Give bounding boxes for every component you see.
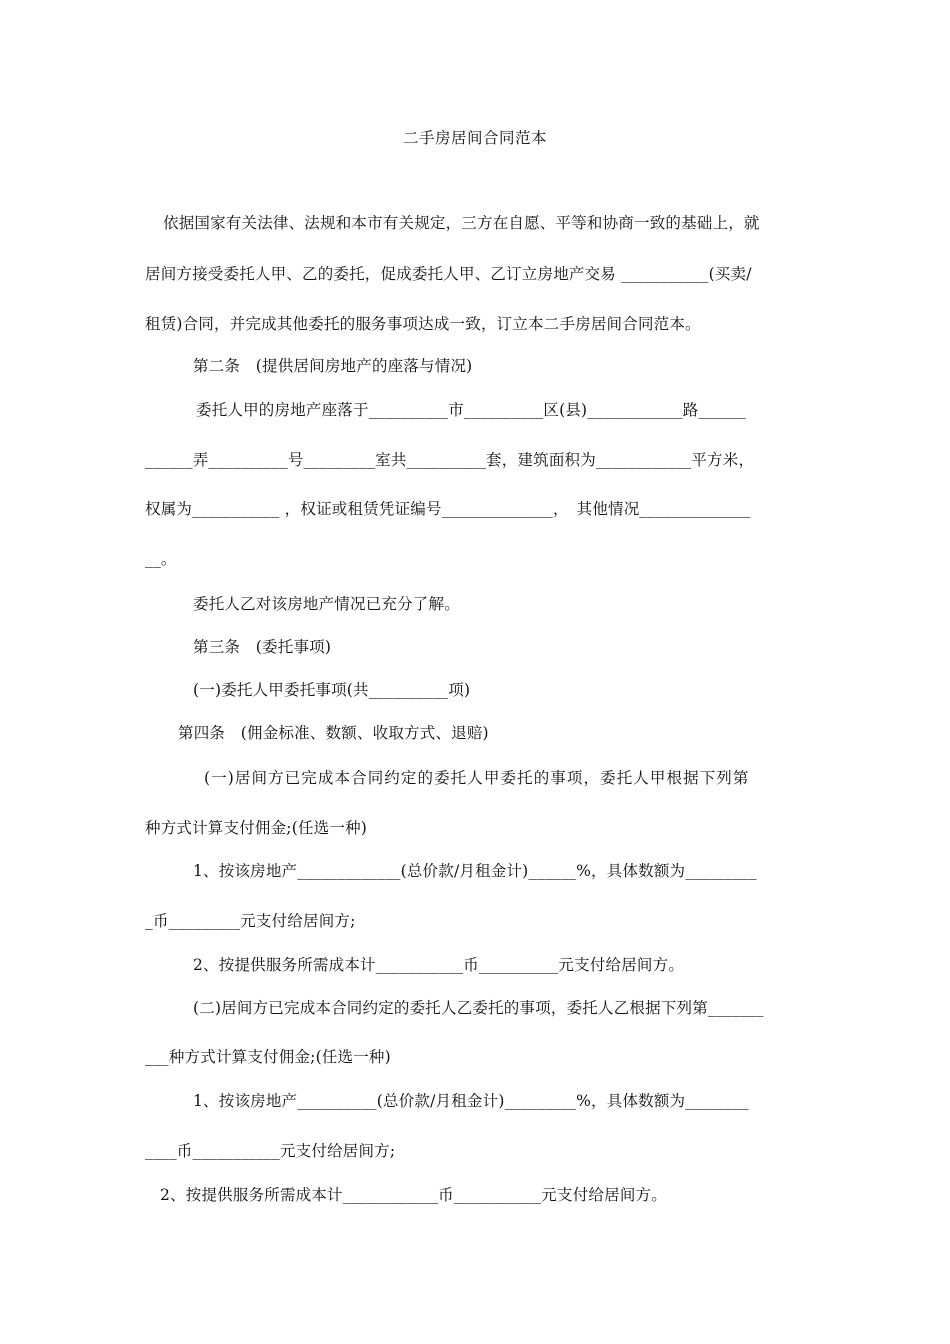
article-4-item-1-option-1-line-2: _币_________元支付给居间方;: [145, 912, 356, 930]
article-4-item-1-option-1-line-1: 1、按该房地产_____________(总价款/月租金计)______%，具体数额为_________: [193, 862, 757, 880]
article-4-item-2-option-1-line-1: 1、按该房地产__________(总价款/月租金计)_________%，具体数额为________: [193, 1092, 749, 1110]
article-4-item-1-line-2: 种方式计算支付佣金;(任选一种): [145, 819, 368, 837]
article-3-item-1: (一)委托人甲委托事项(共__________项): [193, 681, 471, 699]
article-4-item-2-line-2: ___种方式计算支付佣金;(任选一种): [145, 1048, 391, 1066]
article-4-item-2-line-1: (二)居间方已完成本合同约定的委托人乙委托的事项，委托人乙根据下列第_______: [193, 999, 764, 1017]
paragraph-line-3: 租赁)合同，并完成其他委托的服务事项达成一致，订立本二手房居间合同范本。: [145, 315, 701, 333]
article-2-line-1: 委托人甲的房地产座落于__________市__________区(县)____________路______: [196, 401, 747, 419]
article-2-line-5: 委托人乙对该房地产情况已充分了解。: [193, 595, 460, 613]
article-4-item-1-option-2: 2、按提供服务所需成本计___________币__________元支付给居间方。: [193, 956, 685, 974]
article-2-line-3: 权属为___________ ，权证或租赁凭证编号______________， 其他情况______________: [145, 500, 751, 518]
article-2-line-4: __。: [145, 550, 177, 568]
article-3-heading: 第三条 (委托事项): [193, 638, 332, 656]
article-4-item-2-option-2: 2、按提供服务所需成本计____________币___________元支付给居间方。: [160, 1186, 667, 1204]
article-2-line-2: ______弄__________号_________室共__________套，建筑面积为____________平方米，: [145, 451, 755, 469]
article-2-heading: 第二条 (提供居间房地产的座落与情况): [193, 357, 473, 375]
article-4-item-1-line-1: (一)居间方已完成本合同约定的委托人甲委托的事项，委托人甲根据下列第: [204, 769, 750, 787]
article-4-heading: 第四条 (佣金标准、数额、收取方式、退赔): [178, 724, 489, 742]
document-title: 二手房居间合同范本: [402, 129, 547, 147]
paragraph-line-1: 依据国家有关法律、法规和本市有关规定，三方在自愿、平等和协商一致的基础上，就: [163, 214, 760, 232]
paragraph-line-2: 居间方接受委托人甲、乙的委托，促成委托人甲、乙订立房地产交易 ___________(买卖/: [145, 265, 752, 283]
article-4-item-2-option-1-line-2: ____币___________元支付给居间方;: [145, 1142, 396, 1160]
